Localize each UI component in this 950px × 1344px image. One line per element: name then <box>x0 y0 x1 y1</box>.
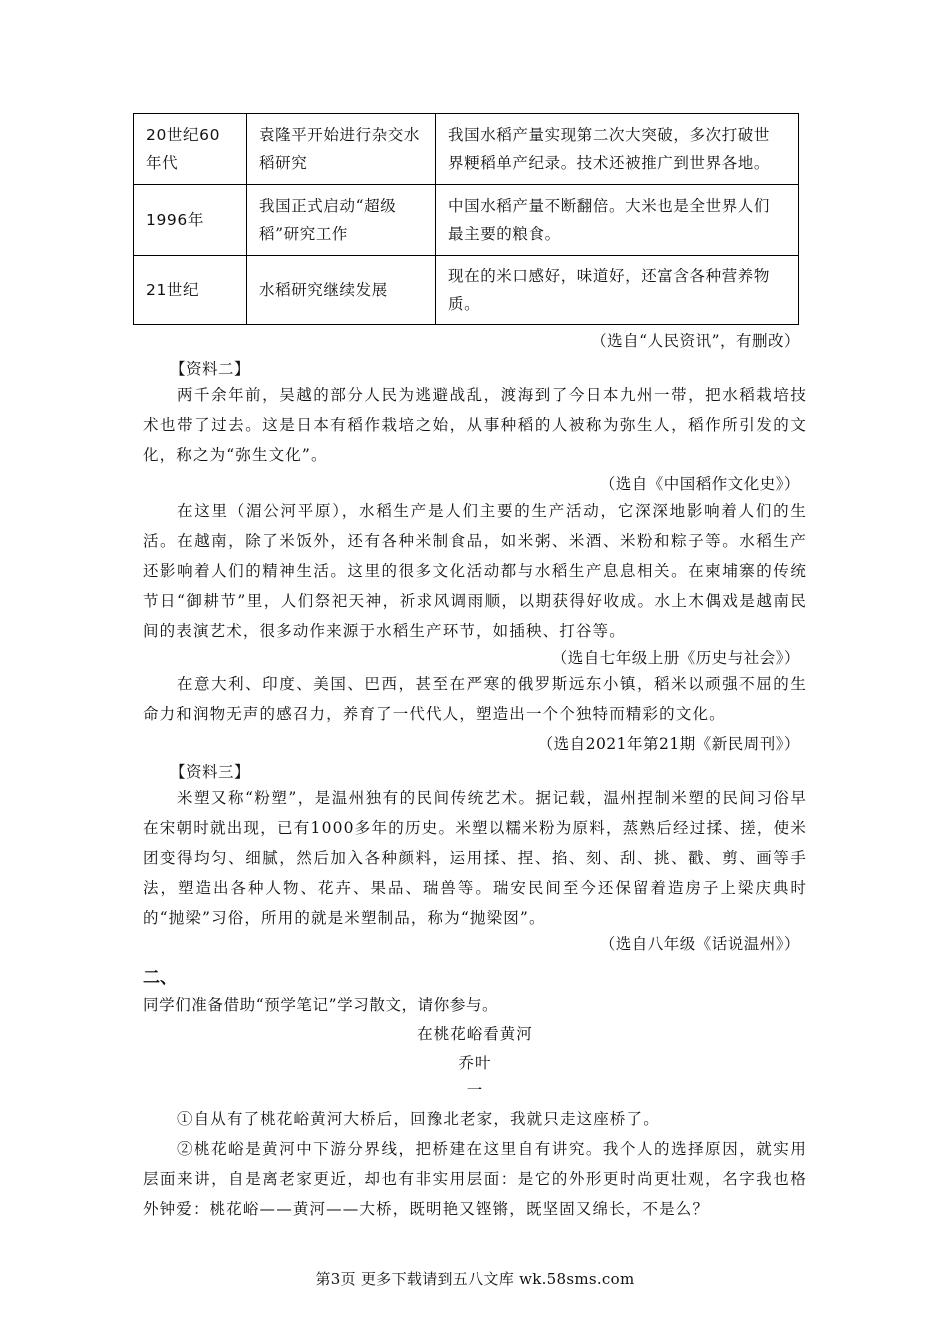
event-cell: 袁隆平开始进行杂交水稻研究 <box>247 114 436 185</box>
section-intro: 同学们准备借助“预学笔记”学习散文，请你参与。 <box>143 996 499 1014</box>
event-cell: 我国正式启动“超级稻”研究工作 <box>247 185 436 256</box>
material2-heading: 【资料二】 <box>170 360 251 378</box>
result-cell: 现在的米口感好，味道好，还富含各种营养物质。 <box>436 256 799 325</box>
material3-paragraph: 米塑又称“粉塑”，是温州独有的民间传统艺术。据记载，温州捏制米塑的民间习俗早在宋朝时就出现，已有1000多年的历史。米塑以糯米粉为原料，蒸熟后经过揉、搓，使米团变得均匀、细腻，然后加入各种颜料，运用揉、捏、掐、刻、刮、挑、戳、剪、画等手法，塑造出各种人物、花卉、果品、瑞兽等。瑞安民间至今还保留着造房子上梁庆典时的“抛梁”习俗，所用的就是米塑制品，称为“抛梁囡”。 <box>143 789 807 927</box>
material2-paragraph-1: 两千余年前，吴越的部分人民为逃避战乱，渡海到了今日本九州一带，把水稻栽培技术也带了过去。这是日本有稻作栽培之始，从事种稻的人被称为弥生人，稻作所引发的文化，称之为“弥生文化”。 <box>143 386 807 464</box>
material2-paragraph-3: 在意大利、印度、美国、巴西，甚至在严寒的俄罗斯远东小镇，稻米以顽强不屈的生命力和润物无声的感召力，养育了一代代人，塑造出一个个独特而精彩的文化。 <box>143 675 807 723</box>
page-footer: 第3页 更多下载请到五八文库 wk.58sms.com <box>315 1270 635 1288</box>
essay-title: 在桃花峪看黄河 <box>417 1025 533 1043</box>
material2-source-3: （选自2021年第21期《新民周刊》） <box>537 735 800 753</box>
essay-part-number: 一 <box>466 1081 484 1099</box>
section-number: 二、 <box>143 968 177 988</box>
period-cell: 1996年 <box>134 185 247 256</box>
period-cell: 21世纪 <box>134 256 247 325</box>
table-row <box>134 185 799 256</box>
event-cell: 水稻研究继续发展 <box>247 256 436 325</box>
material3-source: （选自八年级《话说温州》） <box>599 935 800 953</box>
table-row <box>134 256 799 325</box>
result-cell: 我国水稻产量实现第二次大突破，多次打破世界粳稻单产纪录。技术还被推广到世界各地。 <box>436 114 799 185</box>
material2-paragraph-2: 在这里（湄公河平原），水稻生产是人们主要的生产活动，它深深地影响着人们的生活。在越南，除了米饭外，还有各种米制食品，如米粥、米酒、米粉和粽子等。水稻生产还影响着人们的精神生活。这里的很多文化活动都与水稻生产息息相关。在柬埔寨的传统节日“御耕节”里，人们祭祀天神，祈求风调雨顺，以期获得好收成。水上木偶戏是越南民间的表演艺术，很多动作来源于水稻生产环节，如插秧、打谷等。 <box>143 502 807 640</box>
material3-heading: 【资料三】 <box>170 763 251 781</box>
essay-paragraph-2: ②桃花峪是黄河中下游分界线，把桥建在这里自有讲究。我个人的选择原因，就实用层面来讲，自是离老家更近，却也有非实用层面：是它的外形更时尚更壮观，名字我也格外钟爱：桃花峪——黄河——大桥，既明艳又铿锵，既坚固又绵长，不是么？ <box>143 1140 807 1218</box>
material2-source-1: （选自《中国稻作文化史》） <box>599 475 800 493</box>
table-row <box>134 114 799 185</box>
essay-paragraph-1: ①自从有了桃花峪黄河大桥后，回豫北老家，我就只走这座桥了。 <box>177 1110 660 1128</box>
essay-author: 乔叶 <box>458 1054 492 1072</box>
material2-source-2: （选自七年级上册《历史与社会》） <box>551 649 800 667</box>
rice-history-table <box>133 113 799 325</box>
period-cell: 20世纪60年代 <box>134 114 247 185</box>
result-cell: 中国水稻产量不断翻倍。大米也是全世界人们最主要的粮食。 <box>436 185 799 256</box>
table-source: （选自“人民资讯”，有删改） <box>591 332 800 350</box>
